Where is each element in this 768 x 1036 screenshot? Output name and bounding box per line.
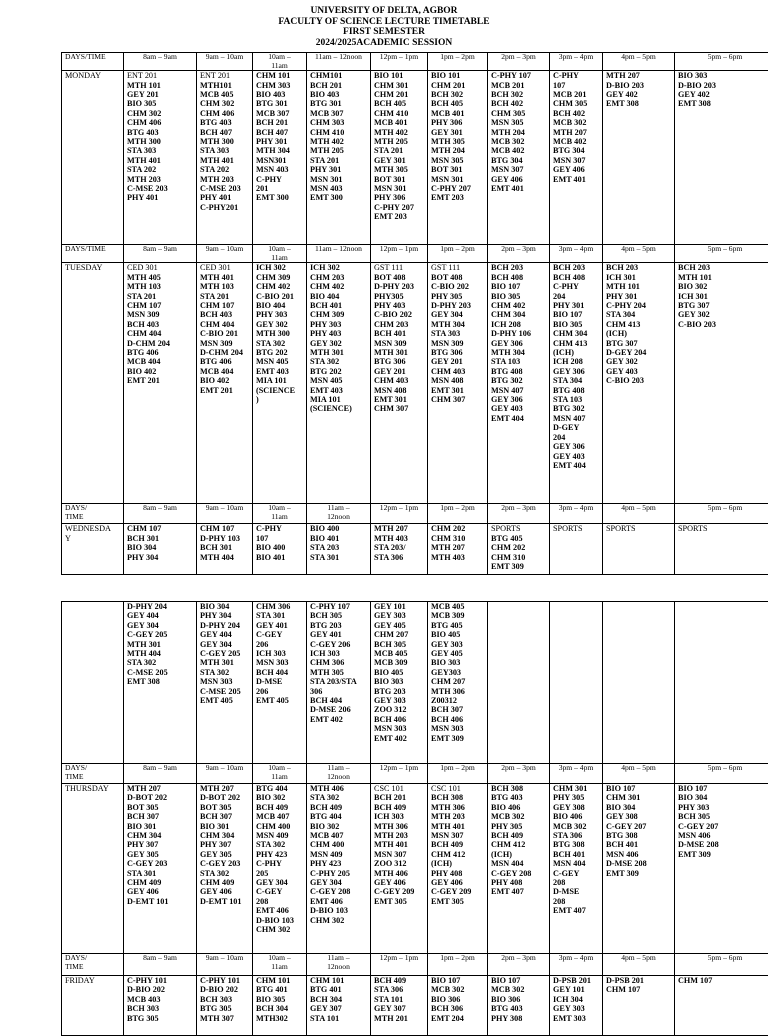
- course-code-list: BIO 303 D-BIO 203 GEY 402 EMT 308: [678, 71, 768, 109]
- course-code-list: MTH 405 MTH 103 STA 201 CHM 107 MSN 309 BCH 403 CHM 404 D-CHM 204 BTG 406 MCB 404 BIO 402 EMT 201: [127, 273, 196, 386]
- course-cell: [124, 71, 197, 245]
- header-row: [62, 53, 768, 71]
- course-code-list: BIO 101 CHM 201 BCH 302 BCH 405 MCB 401 PHY 306 GEY 301 MTH 305 MTH 204 MSN 305 BOT 301 MSN 301 C-PHY 207 EMT 203: [431, 71, 487, 203]
- time-slot-header: 11am – 12noon: [307, 504, 371, 524]
- time-slot-header: 9am – 10am: [197, 764, 253, 784]
- time-slot-header: 12pm – 1pm: [371, 764, 428, 784]
- course-cell: [550, 71, 603, 245]
- day-label: TUESDAY: [62, 263, 124, 504]
- day-row-tuesday: [62, 263, 768, 504]
- course-cell: [488, 784, 550, 954]
- course-cell: [488, 263, 550, 504]
- course-cell: [428, 784, 488, 954]
- time-slot-header: 12pm – 1pm: [371, 245, 428, 263]
- time-slot-header: 4pm – 5pm: [603, 764, 675, 784]
- time-slot-header: 3pm – 4pm: [550, 954, 603, 976]
- course-code-list: BOT 408 D-PHY 203 PHY305 PHY 403 C-BIO 202 CHM 203 BCH 401 MSN 309 MTH 301 BTG 306 GEY 201 CHM 403 MSN 408 EMT 301 CHM 307: [374, 273, 427, 414]
- time-slot-header: 2pm – 3pm: [488, 764, 550, 784]
- course-cell: [550, 784, 603, 954]
- time-slot-header: 11am – 12noon: [307, 954, 371, 976]
- course-code-first: SPORTS: [606, 524, 674, 533]
- course-code-list: MTH 406 STA 302 BCH 409 BTG 404 BIO 302 MCB 407 CHM 400 MSN 409 PHY 423 C-PHY 205 GEY 304 C-GEY 208 EMT 406 D-BIO 103 CHM 302: [310, 784, 370, 925]
- course-cell: [428, 263, 488, 504]
- course-code-first: ENT 201: [200, 71, 252, 80]
- course-cell: [307, 602, 371, 764]
- course-cell: [488, 524, 550, 575]
- course-code-list: BCH 203 MTH 101 BIO 302 ICH 301 BTG 307 GEY 302 C-BIO 203: [678, 263, 768, 329]
- course-code-list: BIO 107 MCB 302 BIO 306 BTG 403 PHY 308: [491, 976, 549, 1023]
- day-label: THURSDAY: [62, 784, 124, 954]
- course-cell: [307, 263, 371, 504]
- course-code-list: C-PHY 107 MCB 201 CHM 305 BCH 402 MCB 302 MTH 207 MCB 402 BTG 304 MSN 307 GEY 406 EMT 401: [553, 71, 602, 184]
- course-cell: [197, 602, 253, 764]
- course-cell: [253, 784, 307, 954]
- course-code-first: ENT 201: [127, 71, 196, 80]
- course-code-list: C-PHY 107 MCB 201 BCH 302 BCH 402 CHM 305 MSN 305 MTH 204 MCB 302 MCB 402 BTG 304 MSN 307 GEY 406 EMT 401: [491, 71, 549, 193]
- course-cell: [253, 263, 307, 504]
- time-slot-header: 5pm – 6pm: [675, 504, 768, 524]
- header-row: [62, 954, 768, 976]
- course-code-first: SPORTS: [678, 524, 768, 533]
- course-cell: [603, 784, 675, 954]
- time-slot-header: 10am – 11am: [253, 245, 307, 263]
- time-slot-header: 11am – 12noon: [307, 245, 371, 263]
- time-slot-header: 11am – 12noon: [307, 764, 371, 784]
- course-cell: [253, 602, 307, 764]
- days-time-header: DAYS/TIME: [62, 245, 124, 263]
- course-cell: [124, 602, 197, 764]
- day-row-friday: [62, 976, 768, 1036]
- course-code-list: CHM 306 STA 301 GEY 401 C-GEY 206 ICH 303 MSN 303 BCH 404 D-MSE 206 EMT 405: [256, 602, 306, 705]
- course-code-list: MTH 207 MTH 403 STA 203/ STA 306: [374, 524, 427, 562]
- course-code-list: BIO 107 BIO 304 PHY 303 BCH 305 C-GEY 207 MSN 406 D-MSE 208 EMT 309: [678, 784, 768, 859]
- course-cell: [253, 71, 307, 245]
- course-cell: [197, 784, 253, 954]
- time-slot-header: 2pm – 3pm: [488, 504, 550, 524]
- timetable-page-1: [61, 52, 768, 575]
- course-code-list: BIO 107 MCB 302 BIO 306 BCH 306 EMT 204: [431, 976, 487, 1023]
- course-cell: [428, 524, 488, 575]
- course-cell: [124, 263, 197, 504]
- course-cell: [603, 976, 675, 1036]
- course-cell: [253, 976, 307, 1036]
- course-code-list: BCH 409 STA 306 STA 101 GEY 307 MTH 201: [374, 976, 427, 1023]
- time-slot-header: 4pm – 5pm: [603, 245, 675, 263]
- timetable-header: [0, 6, 768, 48]
- day-label: WEDNESDA Y: [62, 524, 124, 575]
- time-slot-header: 5pm – 6pm: [675, 245, 768, 263]
- time-slot-header: 10am – 11am: [253, 53, 307, 71]
- university-name: UNIVERSITY OF DELTA, AGBOR: [0, 6, 768, 17]
- time-slot-header: 8am – 9am: [124, 53, 197, 71]
- course-cell: [675, 263, 768, 504]
- course-code-first: SPORTS: [491, 524, 549, 533]
- course-code-list: D-PSB 201 GEY 101 ICH 304 GEY 303 EMT 303: [553, 976, 602, 1023]
- course-cell: [428, 71, 488, 245]
- time-slot-header: 5pm – 6pm: [675, 764, 768, 784]
- course-code-list: BCH 203 BCH 408 BIO 107 BIO 305 CHM 402 CHM 304 ICH 208 D-PHY 106 GEY 306 MTH 304 STA 103 BTG 408 BTG 302 MSN 407 GEY 306 GEY 403 EMT 404: [491, 263, 549, 423]
- time-slot-header: 3pm – 4pm: [550, 504, 603, 524]
- course-cell: [428, 976, 488, 1036]
- course-code-list: GEY 101 GEY 303 GEY 405 CHM 207 BCH 305 MCB 405 MCB 309 BIO 405 BIO 303 BTG 203 GEY 303 ZOO 312 BCH 406 MSN 303 EMT 402: [374, 602, 427, 743]
- course-cell: [124, 524, 197, 575]
- session-label: 2024/2025ACADEMIC SESSION: [0, 38, 768, 49]
- faculty-title: FACULTY OF SCIENCE LECTURE TIMETABLE: [0, 17, 768, 28]
- day-label: FRIDAY: [62, 976, 124, 1036]
- course-code-list: BIO 304 PHY 304 D-PHY 204 GEY 404 GEY 304 C-GEY 205 MTH 301 STA 302 MSN 303 C-MSE 205 EMT 405: [200, 602, 252, 705]
- course-code-list: C-PHY 107 BIO 400 BIO 401: [256, 524, 306, 562]
- course-cell: [603, 263, 675, 504]
- course-code-list: CHM 202 CHM 310 MTH 207 MTH 403: [431, 524, 487, 562]
- course-code-first: CED 301: [127, 263, 196, 272]
- course-cell: [550, 263, 603, 504]
- course-cell: [253, 524, 307, 575]
- course-code-list: ICH 302 CHM 203 CHM 402 BIO 404 BCH 401 CHM 309 PHY 303 PHY 403 GEY 302 MTH 301 STA 302 BTG 202 MSN 405 EMT 403 MIA 101 (SCIENCE): [310, 263, 370, 414]
- day-row-monday: [62, 71, 768, 245]
- time-slot-header: 8am – 9am: [124, 504, 197, 524]
- course-cell: [488, 976, 550, 1036]
- course-cell: [550, 524, 603, 575]
- course-code-list: BIO 400 BIO 401 STA 203 STA 301: [310, 524, 370, 562]
- course-cell: [488, 602, 550, 764]
- course-code-list: CHM 301 PHY 305 GEY 308 BIO 406 MCB 302 STA 306 BTG 308 BCH 401 MSN 404 C-GEY 208 D-MSE 208 EMT 407: [553, 784, 602, 916]
- course-code-list: CHM 101 BTG 401 BIO 305 BCH 304 MTH302: [256, 976, 306, 1023]
- days-time-header: DAYS/ TIME: [62, 764, 124, 784]
- time-slot-header: 10am – 11am: [253, 764, 307, 784]
- course-cell: [603, 524, 675, 575]
- time-slot-header: 9am – 10am: [197, 53, 253, 71]
- day-row-wednesday: [62, 524, 768, 575]
- course-code-list: BCH 203 BCH 408 C-PHY 204 PHY 301 BIO 107 BIO 305 CHM 304 CHM 413 (ICH) ICH 208 GEY 306 STA 304 BTG 408 STA 103 BTG 302 MSN 407 D-GEY 204 GEY 306 GEY 403 EMT 404: [553, 263, 602, 470]
- course-code-list: MTH 101 GEY 201 BIO 305 CHM 302 CHM 406 BTG 403 MTH 300 STA 303 MTH 401 STA 202 MTH 203 C-MSE 203 PHY 401: [127, 81, 196, 203]
- time-slot-header: 8am – 9am: [124, 764, 197, 784]
- course-code-list: BCH 308 BTG 403 BIO 406 MCB 302 PHY 305 BCH 409 CHM 412 (ICH) MSN 404 C-GEY 208 PHY 408 EMT 407: [491, 784, 549, 897]
- course-cell: [197, 524, 253, 575]
- header-row: [62, 764, 768, 784]
- course-code-list: BCH 201 BCH 409 ICH 303 MTH 306 MTH 203 MTH 401 MSN 307 ZOO 312 MTH 406 GEY 406 C-GEY 209 EMT 305: [374, 793, 427, 906]
- time-slot-header: 8am – 9am: [124, 954, 197, 976]
- course-cell: [550, 602, 603, 764]
- time-slot-header: 9am – 10am: [197, 504, 253, 524]
- time-slot-header: 2pm – 3pm: [488, 53, 550, 71]
- course-cell: [371, 71, 428, 245]
- course-cell: [603, 71, 675, 245]
- time-slot-header: 2pm – 3pm: [488, 245, 550, 263]
- course-cell: [675, 784, 768, 954]
- course-code-first: GST 111: [431, 263, 487, 272]
- time-slot-header: 3pm – 4pm: [550, 53, 603, 71]
- day-label: MONDAY: [62, 71, 124, 245]
- course-code-first: SPORTS: [553, 524, 602, 533]
- time-slot-header: 1pm – 2pm: [428, 245, 488, 263]
- course-cell: [371, 263, 428, 504]
- header-row: [62, 504, 768, 524]
- course-code-list: CHM 101 BTG 401 BCH 304 GEY 307 STA 101: [310, 976, 370, 1023]
- time-slot-header: 1pm – 2pm: [428, 504, 488, 524]
- time-slot-header: 3pm – 4pm: [550, 245, 603, 263]
- course-cell: [675, 976, 768, 1036]
- course-cell: [603, 602, 675, 764]
- course-code-first: CED 301: [200, 263, 252, 272]
- course-code-list: D-PHY 204 GEY 404 GEY 304 C-GEY 205 MTH 301 MTH 404 STA 302 C-MSE 205 EMT 308: [127, 602, 196, 687]
- time-slot-header: 5pm – 6pm: [675, 53, 768, 71]
- time-slot-header: 4pm – 5pm: [603, 954, 675, 976]
- course-code-list: MTH 207 D-BOT 202 BOT 305 BCH 307 BIO 301 CHM 304 PHY 307 GEY 305 C-GEY 203 STA 301 CHM 409 GEY 406 D-EMT 101: [127, 784, 196, 906]
- course-code-list: ICH 302 CHM 309 CHM 402 C-BIO 201 BIO 404 PHY 303 GEY 302 MTH 300 STA 302 BTG 202 MSN 405 EMT 403 MIA 101 (SCIENCE ): [256, 263, 306, 404]
- course-code-list: C-PHY 101 D-BIO 202 BCH 303 BTG 305 MTH 307: [200, 976, 252, 1023]
- course-cell: [371, 602, 428, 764]
- time-slot-header: 9am – 10am: [197, 954, 253, 976]
- course-code-list: BCH 203 ICH 301 MTH 101 PHY 301 C-PHY 204 STA 304 CHM 413 (ICH) BTG 307 D-GEY 204 GEY 302 GEY 403 C-BIO 203: [606, 263, 674, 385]
- course-cell: [428, 602, 488, 764]
- course-cell: [307, 976, 371, 1036]
- header-row: [62, 245, 768, 263]
- course-code-list: BTG 404 BIO 302 BCH 409 MCB 407 CHM 400 MSN 409 STA 302 PHY 423 C-PHY 205 GEY 304 C-GEY 208 EMT 406 D-BIO 103 CHM 302: [256, 784, 306, 935]
- course-code-list: MCB 405 MCB 309 BTG 405 BIO 405 GEY 303 GEY 405 BIO 303 GEY303 CHM 207 MTH 306 Z00312 BCH 307 BCH 406 MSN 303 EMT 309: [431, 602, 487, 743]
- day-label: [62, 602, 124, 764]
- course-code-list: MTH 207 D-BOT 202 BOT 305 BCH 307 BIO 301 CHM 304 PHY 307 GEY 305 C-GEY 203 STA 302 CHM 409 GEY 406 D-EMT 101: [200, 784, 252, 906]
- time-slot-header: 9am – 10am: [197, 245, 253, 263]
- course-code-first: CSC 101: [431, 784, 487, 793]
- time-slot-header: 12pm – 1pm: [371, 504, 428, 524]
- course-cell: [675, 524, 768, 575]
- course-cell: [124, 976, 197, 1036]
- course-code-list: CHM 101 CHM 303 BIO 403 BTG 301 MCB 307 BCH 201 BCH 407 PHY 301 MTH 304 MSN301 MSN 403 C-PHY 201 EMT 300: [256, 71, 306, 203]
- time-slot-header: 1pm – 2pm: [428, 954, 488, 976]
- wednesday-continued-row: [62, 602, 768, 764]
- course-code-list: CHM 107 BCH 301 BIO 304 PHY 304: [127, 524, 196, 562]
- course-code-list: BIO 107 CHM 301 BIO 304 GEY 308 C-GEY 207 BTG 308 BCH 401 MSN 406 D-MSE 208 EMT 309: [606, 784, 674, 878]
- course-cell: [307, 784, 371, 954]
- timetable-page-2: [61, 601, 768, 1036]
- course-code-list: CHM101 BCH 201 BIO 403 BTG 301 MCB 307 CHM 303 CHM 410 MTH 402 MTH 205 STA 201 PHY 301 MSN 301 MSN 403 EMT 300: [310, 71, 370, 203]
- semester-label: FIRST SEMESTER: [0, 27, 768, 38]
- course-code-list: BTG 405 CHM 202 CHM 310 EMT 309: [491, 534, 549, 572]
- course-code-list: MTH 401 MTH 103 STA 201 CHM 107 BCH 403 CHM 404 C-BIO 201 MSN 309 D-CHM 204 BTG 406 MCB 404 BIO 402 EMT 201: [200, 273, 252, 395]
- course-cell: [124, 784, 197, 954]
- course-cell: [307, 524, 371, 575]
- time-slot-header: 1pm – 2pm: [428, 53, 488, 71]
- course-code-first: CSC 101: [374, 784, 427, 793]
- course-cell: [675, 602, 768, 764]
- course-code-list: BIO 101 CHM 301 CHM 201 BCH 405 CHM 410 MCB 401 MTH 402 MTH 205 STA 201 GEY 301 MTH 305 BOT 301 MSN 301 PHY 306 C-PHY 207 EMT 203: [374, 71, 427, 222]
- days-time-header: DAYS/ TIME: [62, 954, 124, 976]
- time-slot-header: 2pm – 3pm: [488, 954, 550, 976]
- course-code-list: C-PHY 107 BCH 305 BTG 203 GEY 401 C-GEY 206 ICH 303 CHM 306 MTH 305 STA 203/STA 306 BCH 404 D-MSE 206 EMT 402: [310, 602, 370, 724]
- time-slot-header: 8am – 9am: [124, 245, 197, 263]
- time-slot-header: 5pm – 6pm: [675, 954, 768, 976]
- course-cell: [675, 71, 768, 245]
- course-cell: [371, 784, 428, 954]
- time-slot-header: 10am – 11am: [253, 504, 307, 524]
- course-cell: [371, 976, 428, 1036]
- time-slot-header: 11am – 12noon: [307, 53, 371, 71]
- course-code-list: MTH101 MCB 405 CHM 302 CHM 406 BTG 403 BCH 407 MTH 300 STA 303 MTH 401 STA 202 MTH 203 C-MSE 203 PHY 401 C-PHY201: [200, 81, 252, 213]
- course-cell: [307, 71, 371, 245]
- course-cell: [371, 524, 428, 575]
- course-code-list: BOT 408 C-BIO 202 PHY 305 D-PHY 203 GEY 304 MTH 304 STA 303 MSN 309 BTG 306 GEY 201 CHM 403 MSN 408 EMT 301 CHM 307: [431, 273, 487, 405]
- course-cell: [488, 71, 550, 245]
- day-row-thursday: [62, 784, 768, 954]
- course-code-first: GST 111: [374, 263, 427, 272]
- days-time-header: DAYS/ TIME: [62, 504, 124, 524]
- course-code-list: D-PSB 201 CHM 107: [606, 976, 674, 995]
- course-code-list: CHM 107: [678, 976, 768, 985]
- time-slot-header: 10am – 11am: [253, 954, 307, 976]
- time-slot-header: 1pm – 2pm: [428, 764, 488, 784]
- time-slot-header: 4pm – 5pm: [603, 504, 675, 524]
- course-cell: [197, 976, 253, 1036]
- time-slot-header: 3pm – 4pm: [550, 764, 603, 784]
- course-cell: [550, 976, 603, 1036]
- course-code-list: MTH 207 D-BIO 203 GEY 402 EMT 308: [606, 71, 674, 109]
- course-code-list: CHM 107 D-PHY 103 BCH 301 MTH 404: [200, 524, 252, 562]
- course-cell: [197, 71, 253, 245]
- course-cell: [197, 263, 253, 504]
- time-slot-header: 4pm – 5pm: [603, 53, 675, 71]
- time-slot-header: 12pm – 1pm: [371, 954, 428, 976]
- course-code-list: C-PHY 101 D-BIO 202 MCB 403 BCH 303 BTG 305: [127, 976, 196, 1023]
- days-time-header: DAYS/TIME: [62, 53, 124, 71]
- time-slot-header: 12pm – 1pm: [371, 53, 428, 71]
- course-code-list: BCH 308 MTH 306 MTH 203 MTH 401 MSN 307 BCH 409 CHM 412 (ICH) PHY 408 GEY 406 C-GEY 209 EMT 305: [431, 793, 487, 906]
